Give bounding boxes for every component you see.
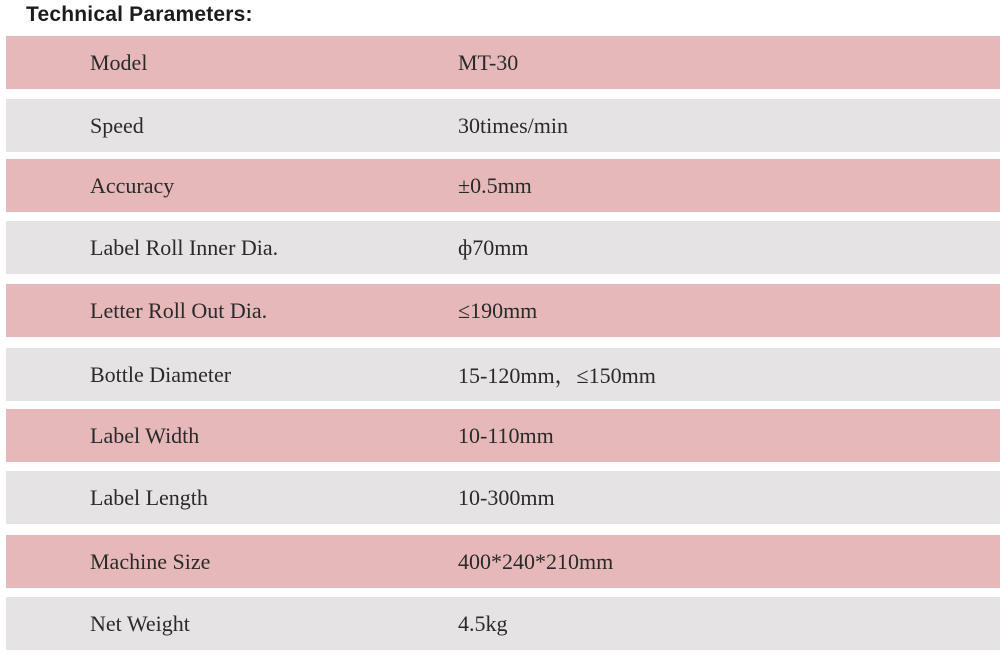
- table-row: [6, 36, 1000, 89]
- param-value: MT-30: [458, 49, 519, 75]
- param-label: Machine Size: [90, 548, 211, 574]
- param-label: Accuracy: [90, 172, 175, 198]
- table-row: [6, 471, 1000, 524]
- param-label: Label Length: [90, 484, 208, 510]
- table-row: [6, 284, 1000, 337]
- param-label: Label Width: [90, 422, 200, 448]
- page-title: Technical Parameters:: [26, 3, 253, 26]
- param-label: Label Roll Inner Dia.: [90, 234, 279, 260]
- table-row: [6, 221, 1000, 274]
- param-value: 30times/min: [458, 112, 568, 138]
- table-row: [6, 597, 1000, 650]
- param-label: Speed: [90, 112, 144, 138]
- param-value: ф70mm: [458, 234, 529, 260]
- param-label: Letter Roll Out Dia.: [90, 297, 268, 323]
- table-row: [6, 99, 1000, 152]
- table-row: [6, 348, 1000, 401]
- table-row: [6, 159, 1000, 212]
- table-row: [6, 535, 1000, 588]
- table-row: [6, 409, 1000, 462]
- param-label: Model: [90, 49, 148, 75]
- param-value: 4.5kg: [458, 610, 508, 636]
- param-value: 10-110mm: [458, 422, 554, 448]
- param-value: 15-120mm，≤150mm: [458, 363, 656, 388]
- param-label: Bottle Diameter: [90, 361, 232, 387]
- param-value: 10-300mm: [458, 484, 555, 510]
- param-value: ±0.5mm: [458, 172, 532, 198]
- param-value: ≤190mm: [458, 297, 538, 323]
- param-value: 400*240*210mm: [458, 548, 614, 574]
- param-label: Net Weight: [90, 610, 190, 636]
